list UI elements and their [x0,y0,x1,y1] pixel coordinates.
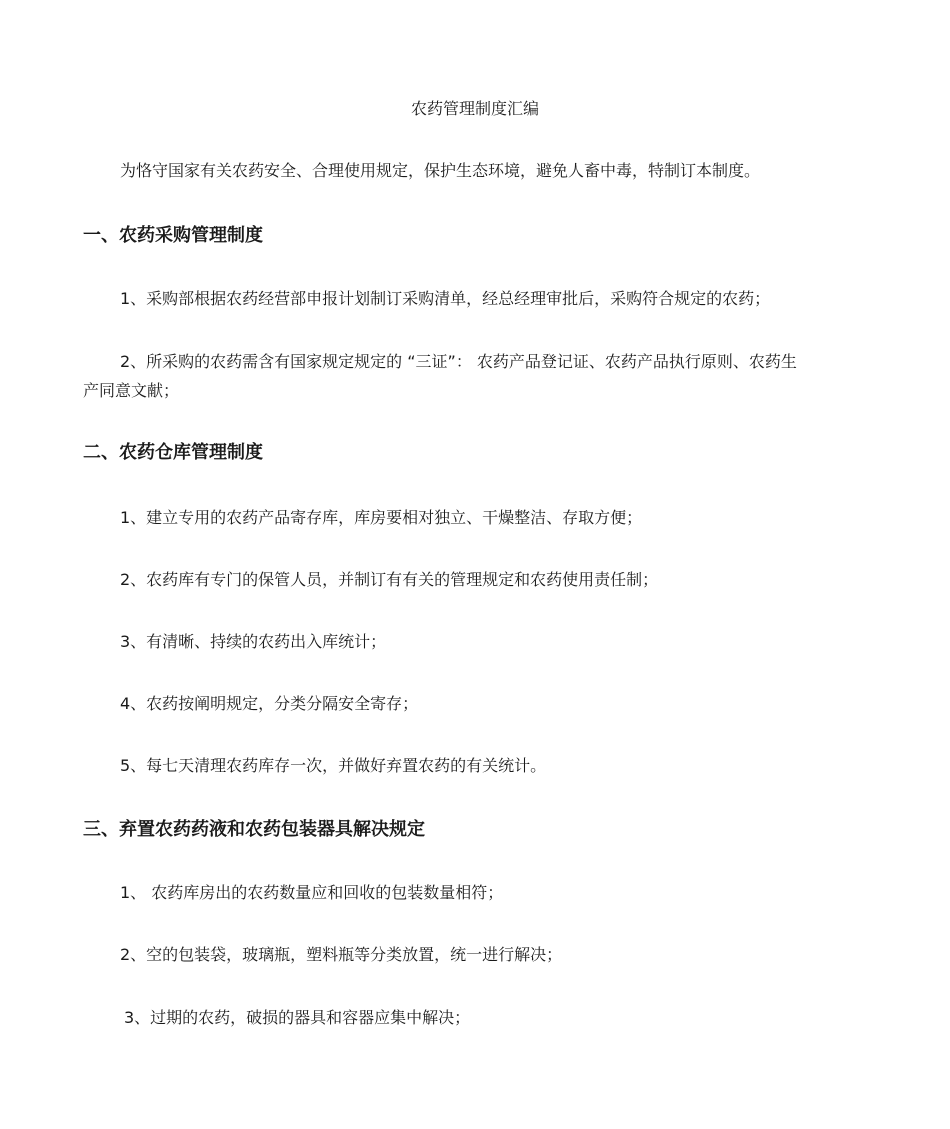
purchase-item-2-continued: 产同意文献； [83,381,180,400]
section-heading-purchase: 一、农药采购管理制度 [83,225,263,246]
warehouse-item-2: 2、农药库有专门的保管人员，并制订有有关的管理规定和农药使用责任制； [120,570,659,589]
disposal-item-1: 1、 农药库房出的农药数量应和回收的包装数量相符； [120,883,504,902]
warehouse-item-3: 3、有清晰、持续的农药出入库统计； [120,632,387,651]
warehouse-item-4: 4、农药按阐明规定，分类分隔安全寄存； [120,694,419,713]
disposal-item-2: 2、空的包装袋，玻璃瓶，塑料瓶等分类放置，统一进行解决； [120,945,563,964]
document-title: 农药管理制度汇编 [410,99,539,118]
warehouse-item-1: 1、建立专用的农药产品寄存库，库房要相对独立、干燥整洁、存取方便； [120,508,643,527]
purchase-item-1: 1、采购部根据农药经营部申报计划制订采购清单，经总经理审批后，采购符合规定的农药； [120,289,771,308]
warehouse-item-5: 5、每七天清理农药库存一次，并做好弃置农药的有关统计。 [120,756,547,775]
intro-paragraph: 为恪守国家有关农药安全、合理使用规定，保护生态环境，避免人畜中毒，特制订本制度。 [120,161,761,180]
disposal-item-3: 3、过期的农药，破损的器具和容器应集中解决； [124,1008,471,1027]
section-heading-disposal: 三、弃置农药药液和农药包装器具解决规定 [83,819,425,840]
section-heading-warehouse: 二、农药仓库管理制度 [83,442,263,463]
purchase-item-2: 2、所采购的农药需含有国家规定规定的 “三证”： 农药产品登记证、农药产品执行原则、农药生 [120,352,797,371]
